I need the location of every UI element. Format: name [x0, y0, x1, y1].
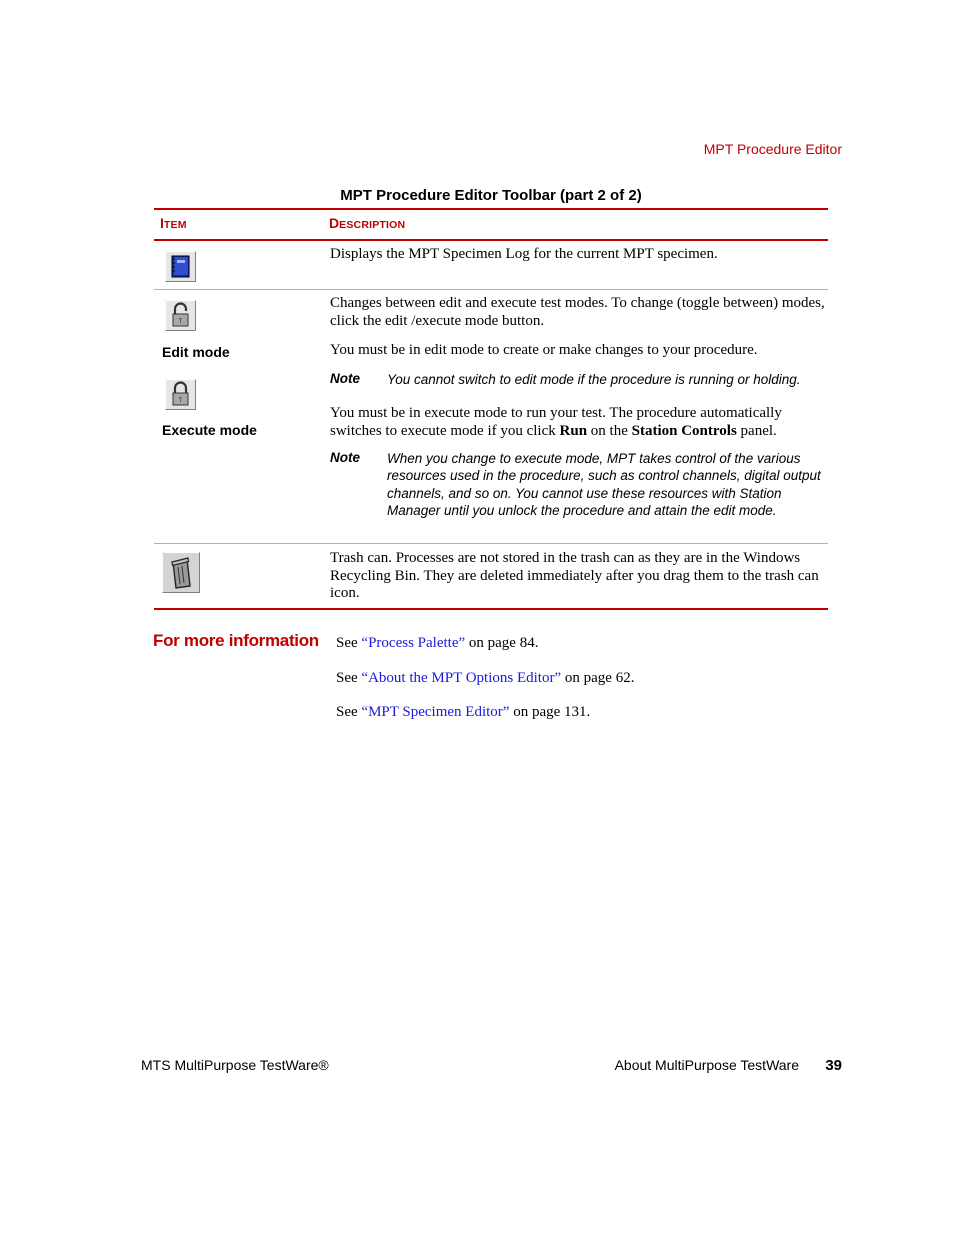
page-number: 39: [825, 1057, 842, 1074]
row-divider: [154, 543, 828, 544]
svg-text:T: T: [178, 398, 183, 404]
table-bottom-rule: [154, 608, 828, 610]
cross-reference: See “MPT Specimen Editor” on page 131.: [336, 704, 591, 720]
running-head: MPT Procedure Editor: [703, 141, 842, 157]
footer-section-name: About MultiPurpose TestWare: [614, 1057, 799, 1073]
options-editor-link[interactable]: “About the MPT Options Editor”: [361, 670, 562, 686]
svg-text:T: T: [178, 319, 183, 325]
trash-can-icon[interactable]: [162, 552, 200, 592]
cross-reference: See “Process Palette” on page 84.: [336, 635, 539, 651]
mode-description: Changes between edit and execute test modes. To change (toggle between) modes, click the edit /execute mode button.: [330, 295, 825, 329]
edit-mode-lock-icon[interactable]: [165, 300, 195, 330]
trash-can-description: Trash can. Processes are not stored in the trash can as they are in the Windows Recycling Bin. They are deleted immediately after you drag them to the trash can icon.: [330, 550, 819, 601]
execute-mode-label: Execute mode: [162, 422, 257, 438]
specimen-log-book-icon[interactable]: [165, 251, 195, 281]
cross-reference: See “About the MPT Options Editor” on page 62.: [336, 670, 635, 686]
execute-mode-description: You must be in execute mode to run your test. The procedure automatically switches to execute mode if you click Run on the Station Controls panel.: [330, 405, 782, 439]
note-label: Note: [330, 450, 360, 465]
note-text: You cannot switch to edit mode if the procedure is running or holding.: [387, 372, 801, 387]
note-text: When you change to execute mode, MPT takes control of the various resources used in the procedure, such as control channels, digital output channels, and so on. You cannot use these resources with Station Manager until you unlock the procedure and attain the edit mode.: [387, 451, 821, 519]
process-palette-link[interactable]: “Process Palette”: [361, 635, 466, 651]
table-top-rule: [154, 208, 828, 210]
edit-mode-label: Edit mode: [162, 344, 230, 360]
column-header-item: ITEM: [160, 215, 187, 231]
execute-mode-lock-icon[interactable]: [165, 379, 195, 409]
specimen-editor-link[interactable]: “MPT Specimen Editor”: [361, 704, 510, 720]
header-bottom-rule: [154, 239, 828, 241]
table-title: MPT Procedure Editor Toolbar (part 2 of 2): [340, 187, 642, 204]
note-label: Note: [330, 371, 360, 386]
edit-mode-description: You must be in edit mode to create or make changes to your procedure.: [330, 342, 758, 358]
more-info-heading: For more information: [153, 631, 319, 650]
row-divider: [154, 289, 828, 290]
row-description: Displays the MPT Specimen Log for the current MPT specimen.: [330, 246, 718, 262]
column-header-description: DESCRIPTION: [329, 215, 406, 231]
footer-product-name: MTS MultiPurpose TestWare®: [141, 1057, 329, 1073]
